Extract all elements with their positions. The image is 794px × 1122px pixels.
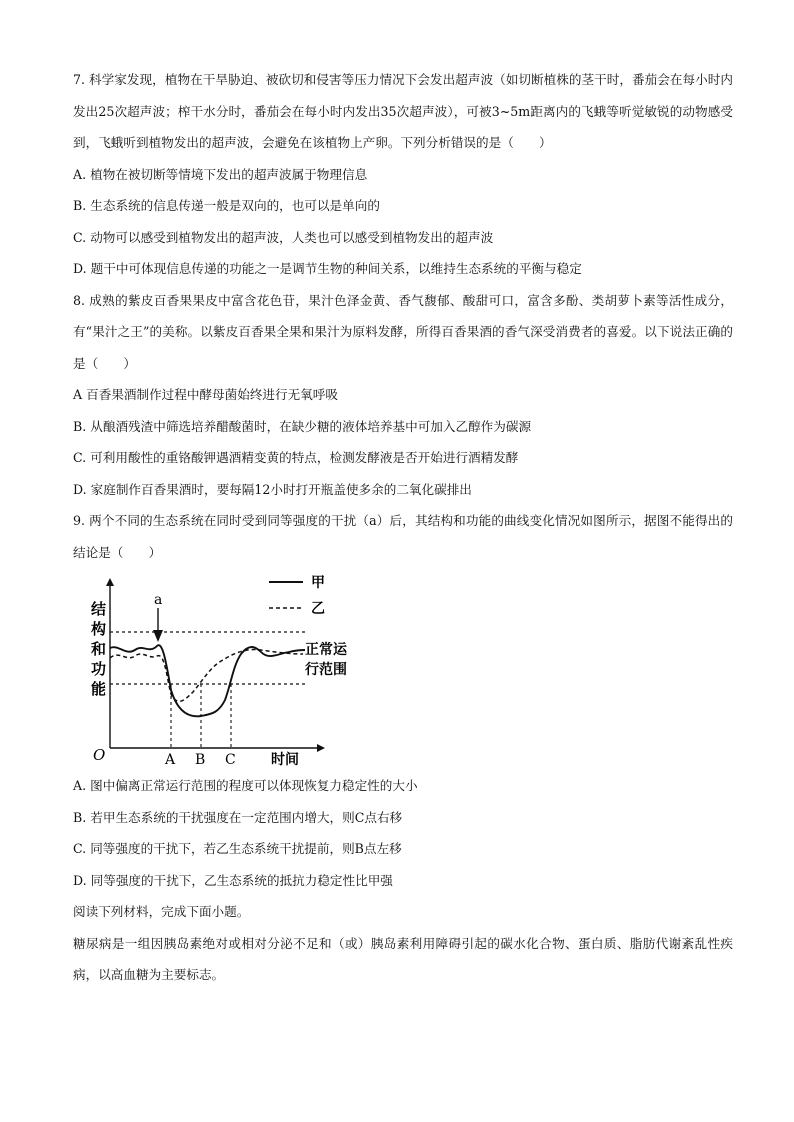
x-tick-a: A <box>165 752 176 766</box>
q9-option-a: A. 图中偏离正常运行范围的程度可以体现恢复力稳定性的大小 <box>73 778 418 793</box>
x-tick-c: C <box>225 752 236 766</box>
q8-option-a: A 百香果酒制作过程中酵母菌始终进行无氧呼吸 <box>73 387 338 402</box>
question-9-stem: 9. 两个不同的生态系统在同时受到同等强度的干扰（a）后，其结构和功能的曲线变化情况如图所示，据图不能得出的结论是（ ） <box>73 513 733 560</box>
q8-option-d: D. 家庭制作百香果酒时，要每隔12小时打开瓶盖使多余的二氧化碳排出 <box>73 481 472 497</box>
question-8-stem: 8. 成熟的紫皮百香果果皮中富含花色苷，果汁色泽金黄、香气馥郁、酸甜可口，富含多酚、类胡萝卜素等活性成分，有“果汁之王”的美称。以紫皮百香果全果和果汁为原料发酵，所得百香果酒的香气深受消费者的喜爱。以下说法正确的是（ ） <box>73 292 733 371</box>
legend-label-yi: 乙 <box>311 601 325 617</box>
stability-chart <box>79 570 359 770</box>
reading-text: 糖尿病是一组因胰岛素绝对或相对分泌不足和（或）胰岛素利用障碍引起的碳水化合物、蛋白质、脂肪代谢紊乱性疾病，以高血糖为主要标志。 <box>73 935 733 982</box>
disturbance-label: a <box>154 592 163 608</box>
y-axis-label-char: 功 <box>91 660 107 678</box>
y-axis-label-char: 结 <box>91 600 107 618</box>
y-axis-label <box>91 600 106 698</box>
q7-option-c: C. 动物可以感受到植物发出的超声波，人类也可以感受到植物发出的超声波 <box>73 229 494 245</box>
x-axis-arrow <box>317 744 325 752</box>
q7-option-d: D. 题干中可体现信息传递的功能之一是调节生物的种间关系，以维持生态系统的平衡与稳定 <box>73 261 582 276</box>
x-tick-b: B <box>195 752 206 766</box>
x-axis-label: 时间 <box>271 752 299 766</box>
origin-label: O <box>93 746 106 764</box>
y-axis-label-char: 和 <box>91 640 107 658</box>
y-axis-label-char: 构 <box>91 620 107 638</box>
y-axis-label-char: 能 <box>91 680 107 698</box>
q8-option-b: B. 从酿酒残渣中筛选培养醋酸菌时，在缺少糖的液体培养基中可加入乙醇作为碳源 <box>73 418 532 434</box>
question-7-stem: 7. 科学家发现，植物在干旱胁迫、被砍切和侵害等压力情况下会发出超声波（如切断植株的茎干时，番茄会在每小时内发出25次超声波；榨干水分时，番茄会在每小时内发出35次超声波），可被3~5m距离内的飞蛾等听觉敏锐的动物感受到，飞蛾听到植物发出的超声波，会避免在该植物上产卵。下列分析错误的是（ ） <box>73 72 733 150</box>
q7-option-a: A. 植物在被切断等情境下发出的超声波属于物理信息 <box>73 166 368 182</box>
q9-option-c: C. 同等强度的干扰下，若乙生态系统干扰提前，则B点左移 <box>73 841 402 856</box>
q8-option-c: C. 可利用酸性的重铬酸钾遇酒精变黄的特点，检测发酵液是否开始进行酒精发酵 <box>73 450 519 465</box>
q7-option-b: B. 生态系统的信息传递一般是双向的，也可以是单向的 <box>73 198 380 213</box>
document-body <box>73 64 733 991</box>
series-jia-curve <box>110 645 305 716</box>
y-axis-arrow <box>106 578 114 586</box>
legend-label-jia: 甲 <box>311 575 325 591</box>
normal-range-label-1: 正常运 <box>305 642 347 658</box>
normal-range-label-2: 行范围 <box>305 662 347 678</box>
q9-option-b: B. 若甲生态系统的干扰强度在一定范围内增大，则C点右移 <box>73 809 403 825</box>
stability-chart-svg <box>79 570 359 766</box>
q9-option-d: D. 同等强度的干扰下，乙生态系统的抵抗力稳定性比甲强 <box>73 872 393 888</box>
disturbance-arrowhead <box>153 630 163 642</box>
reading-intro: 阅读下列材料，完成下面小题。 <box>73 904 250 919</box>
series-yi-curve <box>110 649 303 701</box>
